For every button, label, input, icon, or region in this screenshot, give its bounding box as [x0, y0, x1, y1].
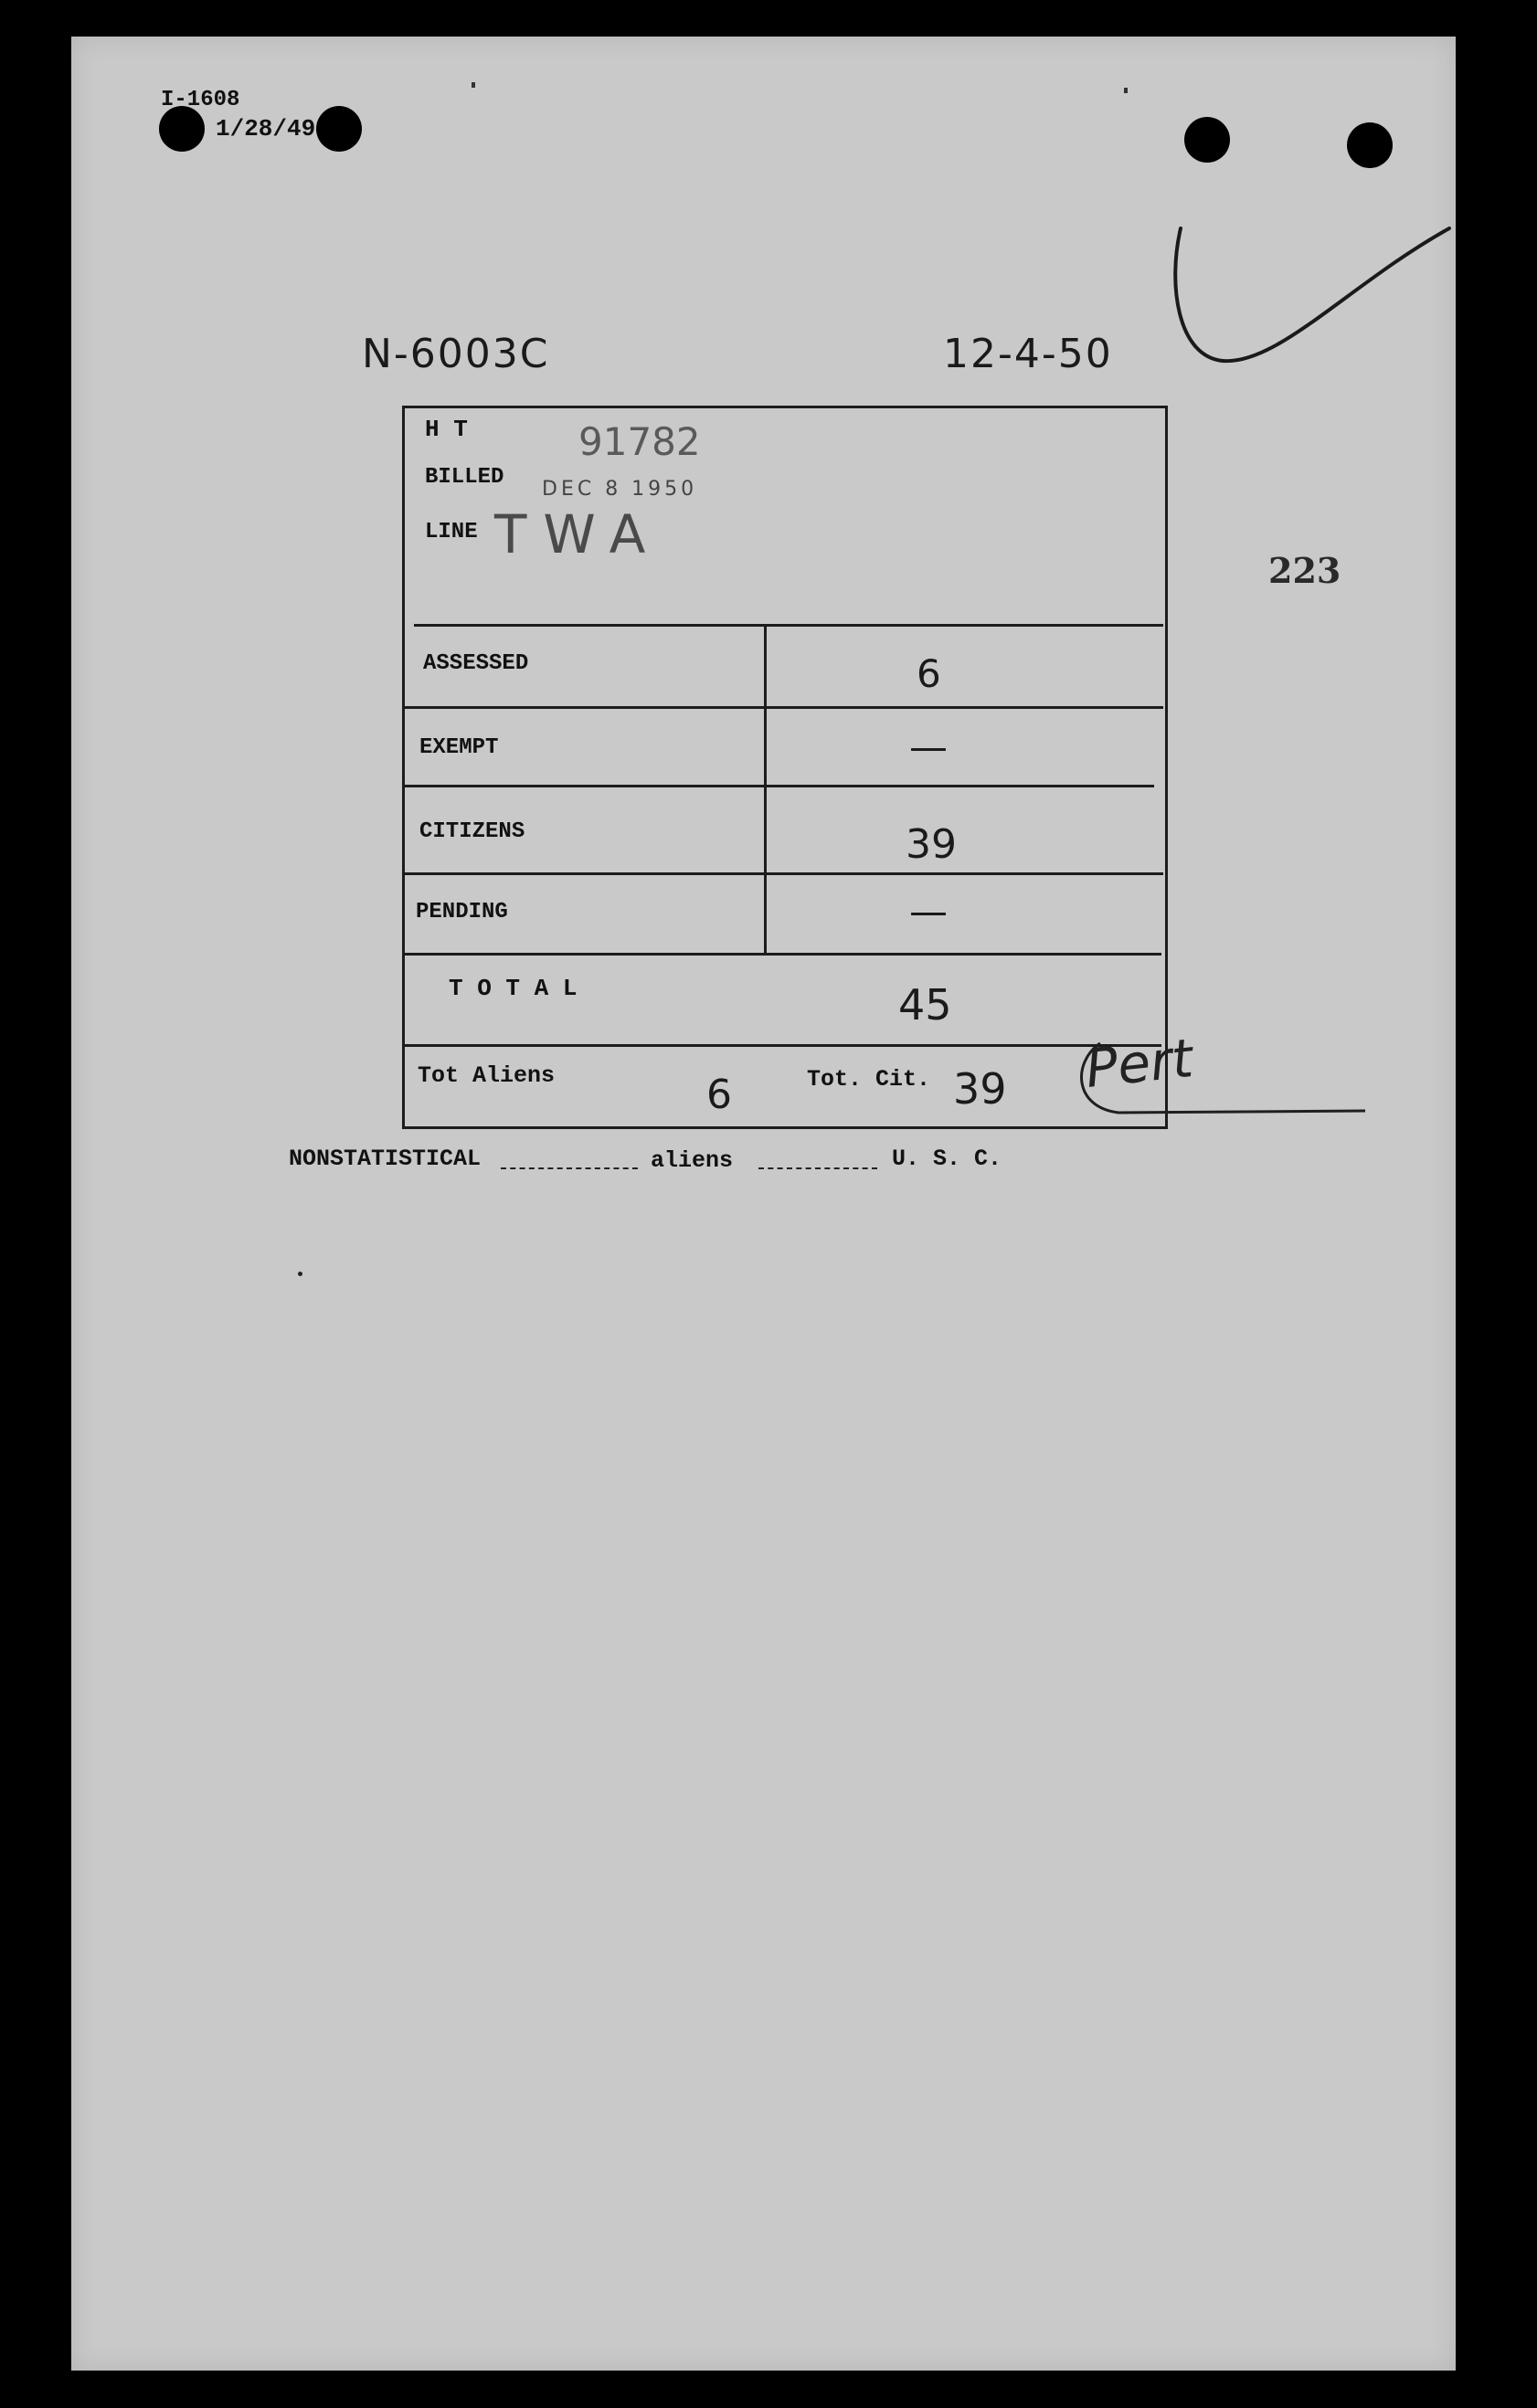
usc-label: U. S. C.	[892, 1146, 1002, 1172]
row-divider-2	[405, 785, 1154, 787]
line-label: LINE	[425, 520, 478, 544]
total-divider	[405, 1044, 1161, 1047]
form-code: I-1608	[161, 88, 240, 112]
document-page	[71, 37, 1456, 2371]
row-value-citizens: 39	[906, 821, 957, 868]
nonstatistical-blank	[501, 1167, 638, 1169]
billed-date-stamp: DEC 8 1950	[542, 478, 698, 501]
punch-hole-left-2	[316, 106, 362, 152]
row-value-exempt: —	[909, 724, 948, 769]
row-value-assessed: 6	[917, 651, 941, 696]
ht-number-stamp: 91782	[578, 419, 701, 464]
punch-hole-right-2	[1347, 122, 1393, 168]
row-label-pending: PENDING	[416, 900, 508, 924]
manifest-form-box	[402, 406, 1168, 1129]
speck	[298, 1272, 302, 1276]
ht-label: H T	[425, 416, 468, 443]
column-divider	[764, 626, 767, 953]
form-date: 1/28/49	[216, 115, 316, 143]
total-label: T O T A L	[449, 975, 578, 1002]
nonstatistical-label: NONSTATISTICAL	[289, 1146, 482, 1172]
punch-hole-left-1	[159, 106, 205, 152]
signature-loop	[1064, 1025, 1374, 1135]
aliens-label: aliens	[651, 1147, 734, 1174]
header-divider	[414, 624, 1163, 627]
row-divider-3	[405, 872, 1163, 875]
page-number: 223	[1268, 550, 1341, 591]
row-divider-4	[405, 953, 1161, 956]
row-divider-1	[405, 706, 1163, 709]
speck	[1124, 88, 1128, 93]
aliens-blank	[758, 1167, 877, 1169]
tot-aliens-label: Tot Aliens	[418, 1062, 556, 1089]
file-number: N-6003C	[362, 331, 550, 377]
row-label-assessed: ASSESSED	[423, 651, 529, 676]
initials-signature: Pert	[1082, 1027, 1196, 1100]
row-label-citizens: CITIZENS	[419, 819, 525, 844]
punch-hole-right-1	[1184, 117, 1230, 163]
date-written: 12-4-50	[943, 331, 1113, 377]
tot-cit-value: 39	[953, 1064, 1007, 1114]
speck	[472, 82, 475, 88]
tot-aliens-value: 6	[706, 1072, 732, 1118]
line-value: TWA	[494, 503, 662, 565]
billed-label: BILLED	[425, 465, 504, 490]
tot-cit-label: Tot. Cit.	[807, 1066, 931, 1093]
row-label-exempt: EXEMPT	[419, 735, 499, 760]
check-mark-icon	[1168, 183, 1460, 420]
total-value: 45	[898, 980, 952, 1030]
row-value-pending: —	[909, 889, 948, 934]
